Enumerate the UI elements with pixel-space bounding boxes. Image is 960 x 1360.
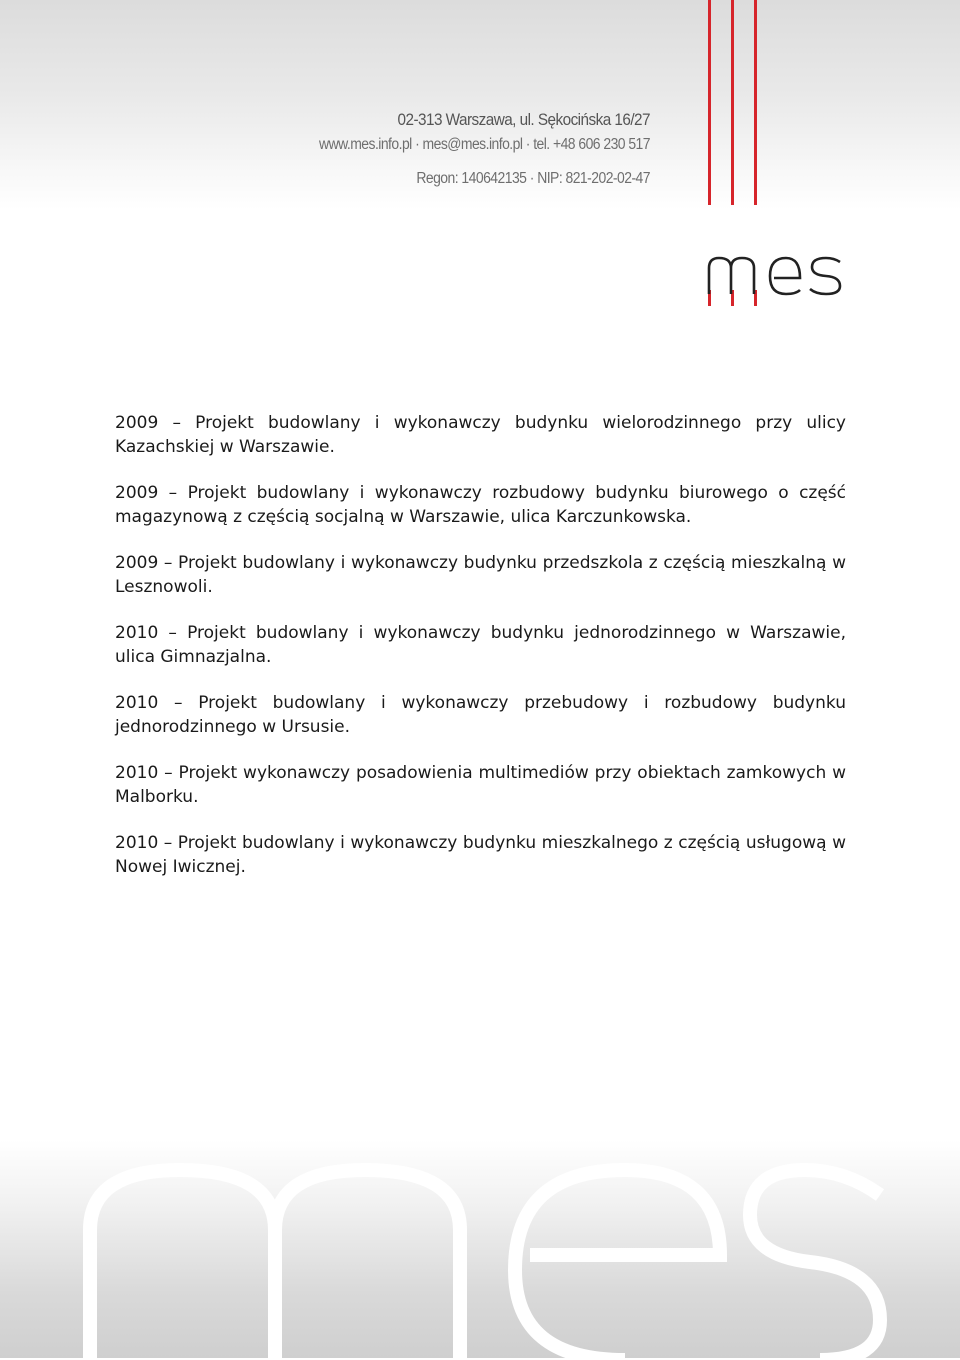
project-entry: 2009 – Projekt budowlany i wykonawczy rozbudowy budynku biurowego o część magazynową z częścią socjalną w Warszawie, ulica Karczunkowska. [115,483,846,527]
nip-number: NIP: 821-202-02-47 [537,170,650,187]
contact-line [272,136,650,154]
separator: · [525,136,530,153]
project-entry: 2010 – Projekt budowlany i wykonawczy budynku jednorodzinnego w Warszawie, ulica Gimnazjalna. [115,623,846,667]
company-contact [230,110,650,188]
registration-line [272,170,650,188]
company-address: 02-313 Warszawa, ul. Sękocińska 16/27 [397,110,650,129]
website-link[interactable]: www.mes.info.pl [319,136,412,153]
separator: · [415,136,420,153]
mes-watermark [60,1150,900,1360]
project-entry: 2010 – Projekt budowlany i wykonawczy przebudowy i rozbudowy budynku jednorodzinnego w Ursusie. [115,693,846,737]
project-list [115,412,846,902]
separator: · [529,170,534,187]
regon-number: Regon: 140642135 [416,170,527,187]
project-entry: 2010 – Projekt wykonawczy posadowienia multimediów przy obiektach zamkowych w Malborku. [115,763,846,807]
phone-number: tel. +48 606 230 517 [533,136,650,153]
mes-logo [706,244,846,308]
project-entry: 2010 – Projekt budowlany i wykonawczy budynku mieszkalnego z częścią usługową w Nowej Iwicznej. [115,833,846,877]
email-link[interactable]: mes@mes.info.pl [422,136,523,153]
project-entry: 2009 – Projekt budowlany i wykonawczy budynku przedszkola z częścią mieszkalną w Lesznowoli. [115,553,846,597]
project-entry: 2009 – Projekt budowlany i wykonawczy budynku wielorodzinnego przy ulicy Kazachskiej w Warszawie. [115,413,846,457]
